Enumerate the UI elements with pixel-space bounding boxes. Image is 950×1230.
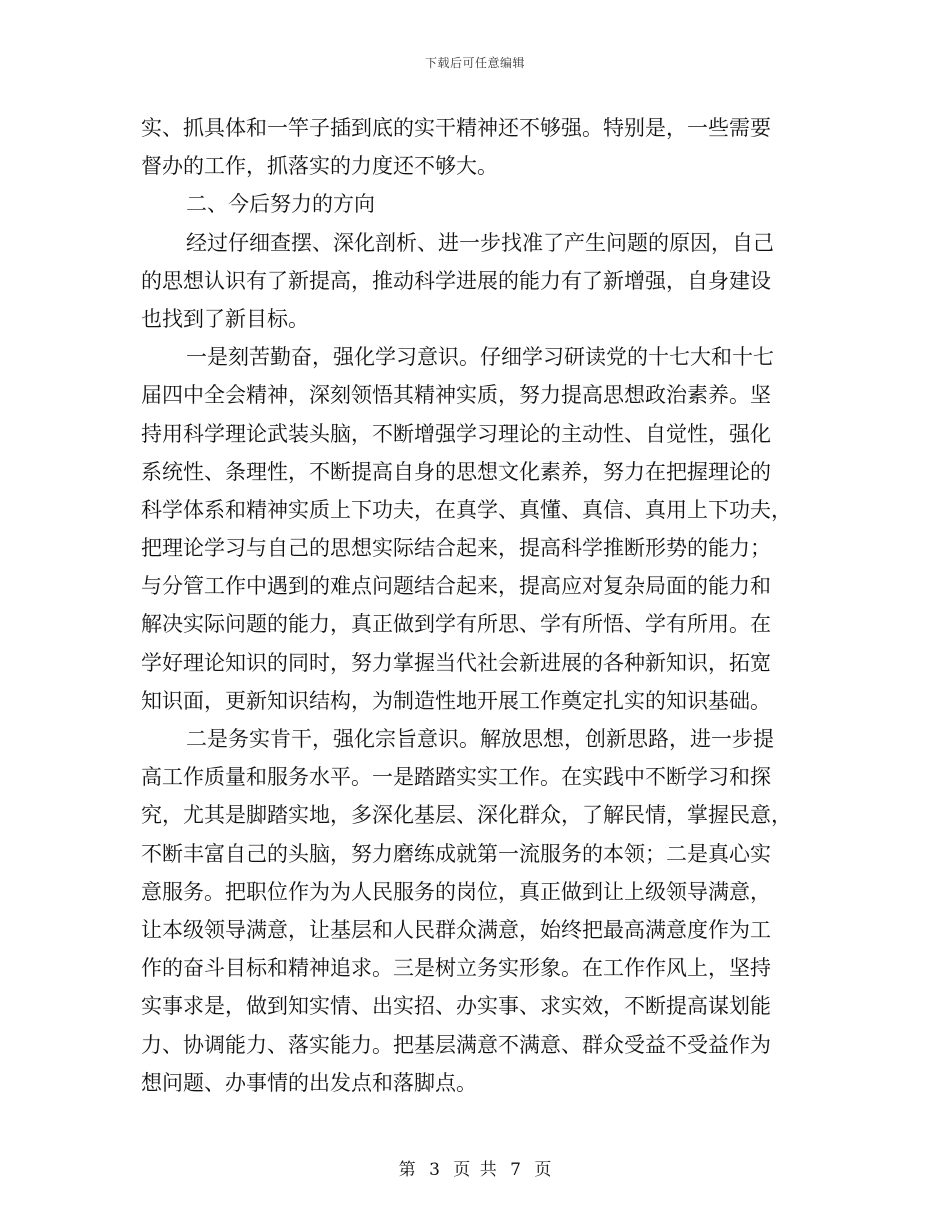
paragraph-line: 把理论学习与自己的思想实际结合起来，提高科学推断形势的能力； [141,536,771,561]
paragraph-line: 督办的工作，抓落实的力度还不够大。 [141,154,498,179]
paragraph-line: 系统性、条理性，不断提高自身的思想文化素养，努力在把握理论的 [141,459,771,484]
section-heading: 二、今后努力的方向 [186,192,375,217]
paragraph-line: 经过仔细查摆、深化剖析、进一步找准了产生问题的原因，自己 [186,230,774,255]
footer-prefix: 第 [398,1160,416,1180]
current-page-number: 3 [429,1160,440,1180]
footer-suffix: 页 [534,1160,552,1180]
paragraph-line: 知识面，更新知识结构，为制造性地开展工作奠定扎实的知识基础。 [141,688,771,713]
paragraph-line: 高工作质量和服务水平。一是踏踏实实工作。在实践中不断学习和探 [141,765,771,790]
footer-middle: 页 共 [453,1160,497,1180]
paragraph-line: 学好理论知识的同时，努力掌握当代社会新进展的各种新知识，拓宽 [141,650,771,675]
paragraph-line: 让本级领导满意，让基层和人民群众满意，始终把最高满意度作为工 [141,917,771,942]
paragraph-line: 力、协调能力、落实能力。把基层满意不满意、群众受益不受益作为 [141,1032,771,1057]
paragraph-line: 一是刻苦勤奋，强化学习意识。仔细学习研读党的十七大和十七 [186,345,774,370]
paragraph-line: 想问题、办事情的出发点和落脚点。 [141,1070,477,1095]
paragraph-line: 科学体系和精神实质上下功夫，在真学、真懂、真信、真用上下功夫， [141,497,792,522]
paragraph-line: 不断丰富自己的头脑，努力磨练成就第一流服务的本领；二是真心实 [141,841,771,866]
body-text [141,109,802,1102]
paragraph-line: 也找到了新目标。 [141,306,309,331]
paragraph-line: 二是务实肯干，强化宗旨意识。解放思想，创新思路，进一步提 [186,727,774,751]
paragraph-line: 届四中全会精神，深刻领悟其精神实质，努力提高思想政治素养。坚 [141,383,771,408]
paragraph-line: 持用科学理论武装头脑，不断增强学习理论的主动性、自觉性，强化 [141,421,771,446]
paragraph-line: 作的奋斗目标和精神追求。三是树立务实形象。在工作作风上，坚持 [141,956,771,981]
paragraph-line: 究，尤其是脚踏实地，多深化基层、深化群众，了解民情，掌握民意， [141,803,792,828]
page-footer [0,1155,950,1180]
total-page-count: 7 [510,1160,521,1180]
paragraph-line: 实事求是，做到知实情、出实招、办实事、求实效，不断提高谋划能 [141,994,771,1019]
paragraph-line: 解决实际问题的能力，真正做到学有所思、学有所悟、学有所用。在 [141,612,771,637]
paragraph-line: 的思想认识有了新提高，推动科学进展的能力有了新增强，自身建设 [141,268,771,293]
paragraph-line: 实、抓具体和一竿子插到底的实干精神还不够强。特别是，一些需要 [141,116,771,140]
paragraph-line: 意服务。把职位作为为人民服务的岗位，真正做到让上级领导满意， [141,879,771,904]
header-note: 下载后可任意编辑 [424,56,525,70]
paragraph-line: 与分管工作中遇到的难点问题结合起来，提高应对复杂局面的能力和 [141,574,771,599]
